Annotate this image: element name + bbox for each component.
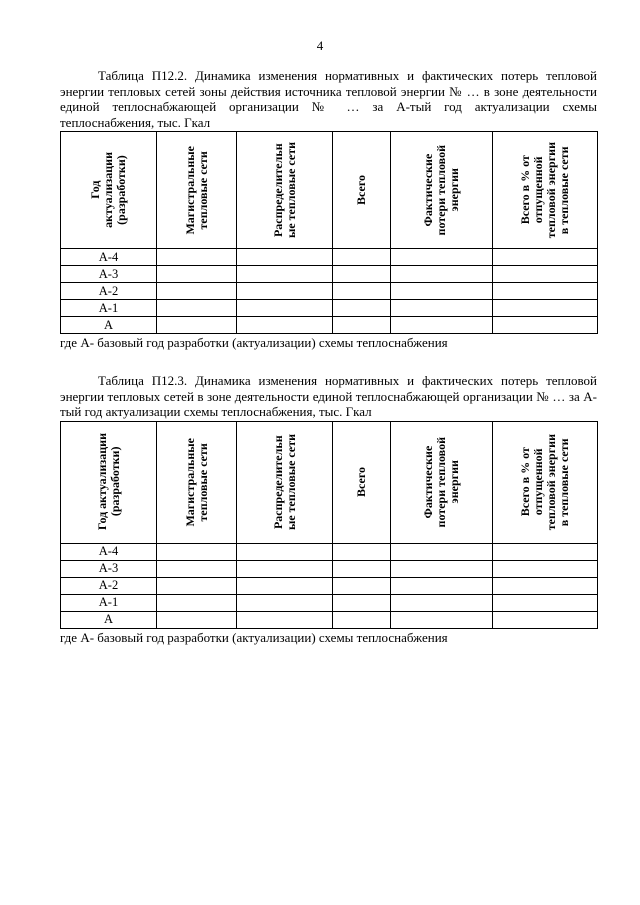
table-block-p12-3 — [60, 373, 597, 646]
table-caption: Таблица П12.2. Динамика изменения нормативных и фактических потерь тепловой энергии тепловых сетей зоны действия источника тепловой энергии № … в зоне деятельности единой теплоснабжающей организации № … за А-тый год актуализации схемы теплоснабжения, тыс. Гкал — [60, 68, 597, 130]
table-cell — [493, 611, 598, 628]
table-cell — [493, 317, 598, 334]
table-cell — [391, 560, 493, 577]
table-cell — [237, 266, 333, 283]
table-cell — [237, 317, 333, 334]
table-cell — [237, 543, 333, 560]
table-cell — [391, 611, 493, 628]
table-cell — [493, 300, 598, 317]
table-row — [61, 577, 598, 594]
table-cell — [237, 594, 333, 611]
row-year-label: А-3 — [61, 266, 157, 283]
page-number: 4 — [316, 38, 324, 53]
table-cell — [333, 594, 391, 611]
table-cell — [493, 543, 598, 560]
table-cell — [391, 249, 493, 266]
table-row — [61, 317, 598, 334]
table-cell — [237, 611, 333, 628]
table-cell — [157, 317, 237, 334]
row-year-label: А — [61, 317, 157, 334]
table-cell — [157, 283, 237, 300]
table-row — [61, 300, 598, 317]
header-total: Всего — [333, 421, 391, 543]
row-year-label: А-1 — [61, 594, 157, 611]
table-row — [61, 611, 598, 628]
row-year-label: А — [61, 611, 157, 628]
table-cell — [157, 594, 237, 611]
table-cell — [237, 560, 333, 577]
header-total: Всего — [333, 132, 391, 249]
table-cell — [157, 560, 237, 577]
table-cell — [237, 283, 333, 300]
table-row — [61, 560, 598, 577]
table-cell — [157, 249, 237, 266]
table-cell — [333, 577, 391, 594]
header-row — [61, 421, 598, 543]
table-cell — [391, 594, 493, 611]
row-year-label: А-4 — [61, 249, 157, 266]
row-year-label: А-2 — [61, 577, 157, 594]
table-row — [61, 594, 598, 611]
table-cell — [391, 300, 493, 317]
table-cell — [391, 317, 493, 334]
table-cell — [493, 266, 598, 283]
table-cell — [493, 283, 598, 300]
table-cell — [391, 266, 493, 283]
header-distribution-networks: Распределительн ые тепловые сети — [237, 421, 333, 543]
table-cell — [157, 577, 237, 594]
header-main-networks: Магистральные тепловые сети — [157, 421, 237, 543]
table-footnote: где А- базовый год разработки (актуализации) схемы теплоснабжения — [60, 629, 448, 645]
table-cell — [157, 543, 237, 560]
table-cell — [157, 300, 237, 317]
row-year-label: А-4 — [61, 543, 157, 560]
table-cell — [493, 560, 598, 577]
row-year-label: А-3 — [61, 560, 157, 577]
table-cell — [333, 543, 391, 560]
loss-table-p12-2 — [60, 131, 598, 334]
header-distribution-networks: Распределительн ые тепловые сети — [237, 132, 333, 249]
table-cell — [391, 577, 493, 594]
table-row — [61, 249, 598, 266]
table-cell — [157, 266, 237, 283]
loss-table-p12-3 — [60, 421, 598, 629]
table-cell — [493, 577, 598, 594]
table-cell — [391, 283, 493, 300]
table-cell — [157, 611, 237, 628]
table-block-p12-2 — [60, 68, 597, 351]
table-row — [61, 543, 598, 560]
row-year-label: А-2 — [61, 283, 157, 300]
table-row — [61, 266, 598, 283]
table-cell — [237, 249, 333, 266]
table-cell — [333, 283, 391, 300]
header-actual-losses: Фактические потери тепловой энергии — [391, 132, 493, 249]
table-cell — [493, 594, 598, 611]
header-actual-losses: Фактические потери тепловой энергии — [391, 421, 493, 543]
header-year: Год актуализации (разработки) — [61, 421, 157, 543]
header-row — [61, 132, 598, 249]
table-caption: Таблица П12.3. Динамика изменения нормативных и фактических потерь тепловой энергии тепловых сетей в зоне деятельности единой теплоснабжающей организации № … за А-тый год актуализации схемы теплоснабжения, тыс. Гкал — [60, 373, 597, 419]
table-cell — [333, 317, 391, 334]
header-year: Год актуализации (разработки) — [61, 132, 157, 249]
table-cell — [333, 266, 391, 283]
header-total-percent: Всего в % от отпущенной тепловой энергии в тепловые сети — [493, 132, 598, 249]
table-footnote: где А- базовый год разработки (актуализации) схемы теплоснабжения — [60, 335, 448, 350]
table-cell — [237, 300, 333, 317]
table-cell — [333, 560, 391, 577]
table-cell — [333, 300, 391, 317]
table-row — [61, 283, 598, 300]
header-main-networks: Магистральные тепловые сети — [157, 132, 237, 249]
table-cell — [493, 249, 598, 266]
header-total-percent: Всего в % от отпущенной тепловой энергии в тепловые сети — [493, 421, 598, 543]
table-cell — [333, 249, 391, 266]
row-year-label: А-1 — [61, 300, 157, 317]
table-cell — [333, 611, 391, 628]
table-cell — [391, 543, 493, 560]
table-cell — [237, 577, 333, 594]
